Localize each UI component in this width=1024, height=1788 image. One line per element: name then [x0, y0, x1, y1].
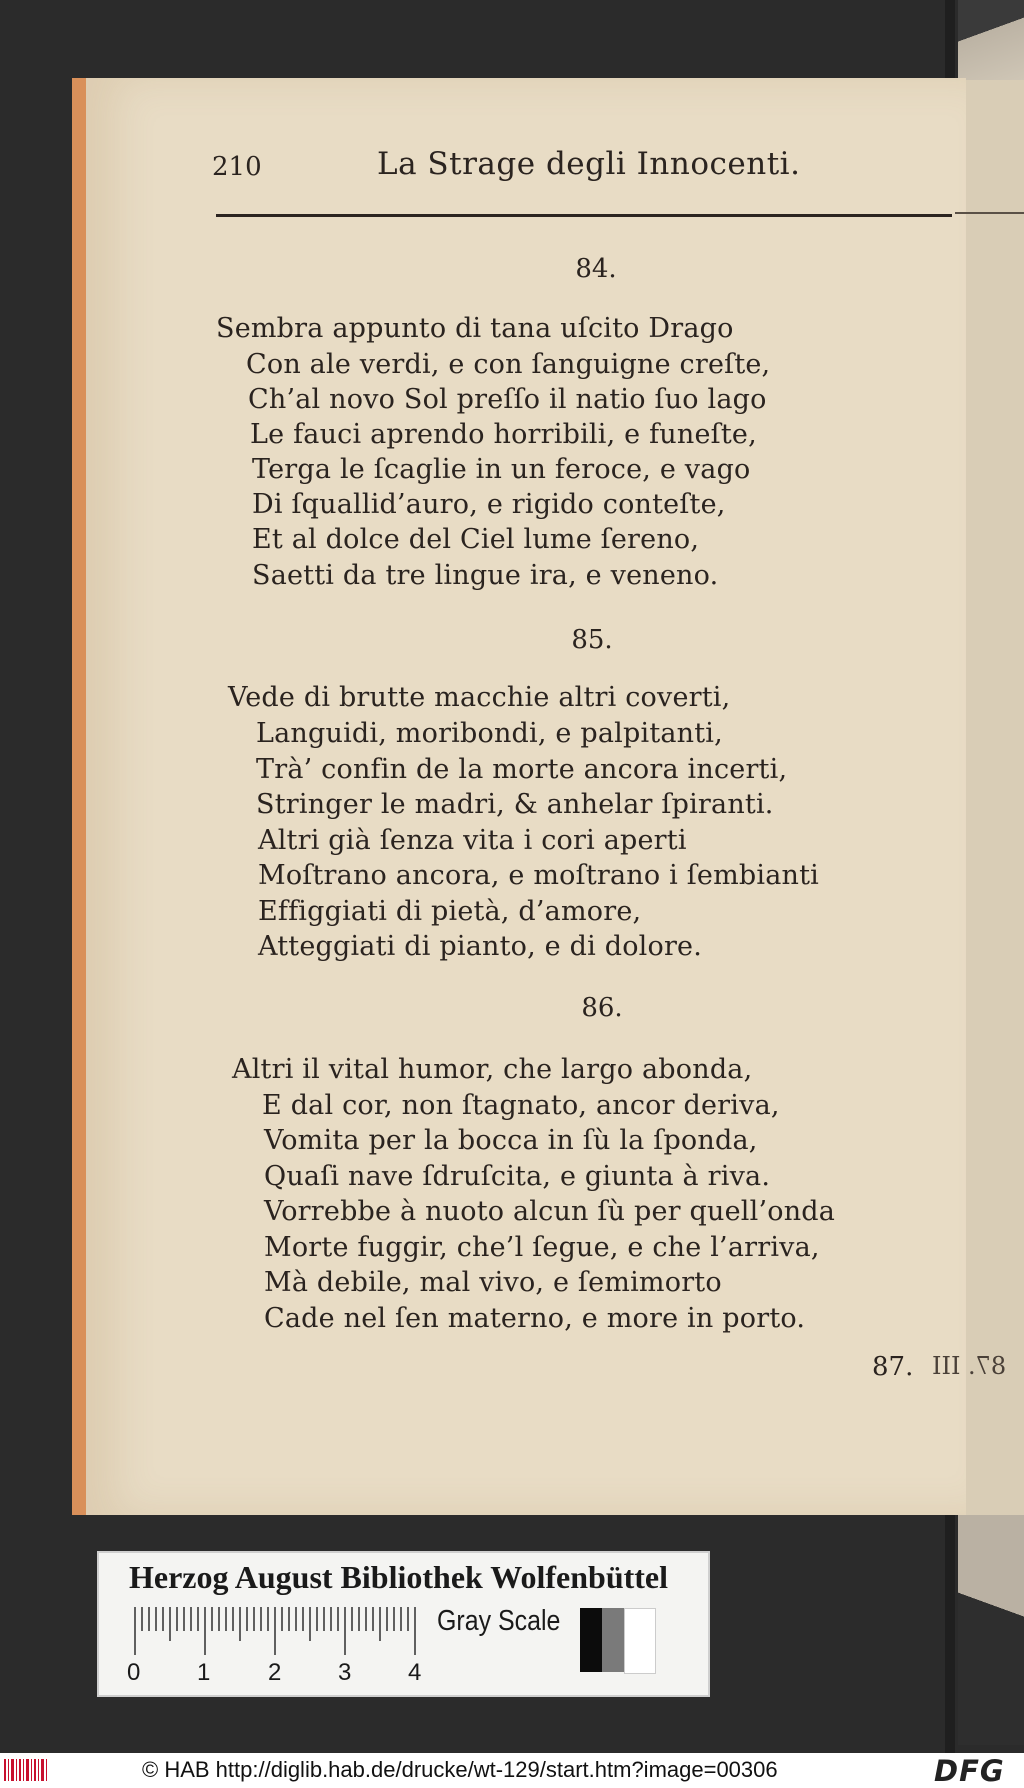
running-title: La Strage degli Innocenti.	[377, 146, 801, 182]
verse-line: Effiggiati di pietà, d’amore,	[258, 896, 642, 927]
scale-number: 4	[408, 1659, 422, 1686]
verse-line: Altri già ſenza vita i cori aperti	[258, 825, 687, 856]
verse-line: Di ſquallid’auro, e rigido conteſte,	[252, 489, 726, 520]
bleed-through-text	[932, 1352, 1007, 1380]
swatch-black	[580, 1608, 602, 1672]
verse-line: Altri il vital humor, che largo abonda,	[232, 1054, 753, 1085]
barcode-icon	[4, 1757, 48, 1783]
verse-line: E dal cor, non ſtagnato, ancor deriva,	[262, 1090, 780, 1121]
verse-line: Con ale verdi, e con ſanguigne creſte,	[246, 349, 771, 380]
scale-number: 1	[197, 1659, 211, 1686]
verse-line: Vorrebbe à nuoto alcun ſù per quell’onda	[264, 1196, 836, 1227]
scale-number: 2	[268, 1659, 282, 1686]
swatch-gray	[602, 1608, 624, 1672]
copyright-url[interactable]: © HAB http://diglib.hab.de/drucke/wt-129/start.htm?image=00306	[142, 1757, 778, 1782]
header-rule-extension	[955, 212, 1024, 214]
header-rule	[216, 214, 952, 217]
running-header	[212, 146, 952, 190]
grayscale-card	[97, 1551, 710, 1697]
verse-line: Stringer le madri, & anhelar ſpiranti.	[256, 789, 774, 820]
verse-line: Vomita per la bocca in ſù la ſponda,	[264, 1125, 758, 1156]
verse-line: Terga le ſcaglie in un feroce, e vago	[252, 454, 751, 485]
page-number: 210	[212, 152, 262, 182]
scale-number: 3	[338, 1659, 352, 1686]
verse-line: Trà’ confin de la morte ancora incerti,	[256, 754, 788, 785]
swatch-white	[624, 1608, 656, 1674]
verse-line: Ch’al novo Sol preſſo il natio ſuo lago	[248, 384, 767, 415]
verse-line: Morte fuggir, che’l ſegue, e che l’arriva,	[264, 1232, 820, 1263]
verse-line: Mà debile, mal vivo, e ſemimorto	[264, 1267, 722, 1298]
verse-line: Moſtrano ancora, e moſtrano i ſembianti	[258, 860, 819, 891]
verse-line: Quaſi nave ſdruſcita, e giunta à riva.	[264, 1161, 771, 1192]
stanza-number: 85.	[571, 625, 613, 655]
library-name: Herzog August Bibliothek Wolfenbüttel	[129, 1559, 669, 1595]
gray-scale-label: Gray Scale	[437, 1605, 561, 1637]
stanza-number: 86.	[581, 993, 623, 1023]
verse-line: Saetti da tre lingue ira, e veneno.	[252, 560, 719, 591]
facing-page-corner	[958, 0, 1024, 80]
verse-line: Le fauci aprendo horribili, e funeſte,	[250, 419, 757, 450]
catchword: 87.	[872, 1352, 914, 1382]
ruler-scale	[133, 1607, 423, 1663]
bleed-left: III	[932, 1352, 961, 1380]
stanza-number: 84.	[575, 254, 617, 284]
footer-bar	[0, 1753, 1024, 1788]
verse-line: Cade nel ſen materno, e more in porto.	[264, 1303, 806, 1334]
verse-line: Et al dolce del Ciel lume ſereno,	[252, 524, 700, 555]
bleed-mirrored: 87.	[968, 1352, 1007, 1380]
facing-page-bottom	[958, 1515, 1024, 1745]
verse-line: Languidi, moribondi, e palpitanti,	[256, 718, 723, 749]
verse-line: Atteggiati di pianto, e di dolore.	[258, 931, 703, 962]
verse-line: Sembra appunto di tana uſcito Drago	[216, 313, 734, 344]
scale-number: 0	[127, 1659, 141, 1686]
verse-line: Vede di brutte macchie altri coverti,	[228, 682, 731, 713]
dfg-logo: DFG	[934, 1754, 1005, 1788]
